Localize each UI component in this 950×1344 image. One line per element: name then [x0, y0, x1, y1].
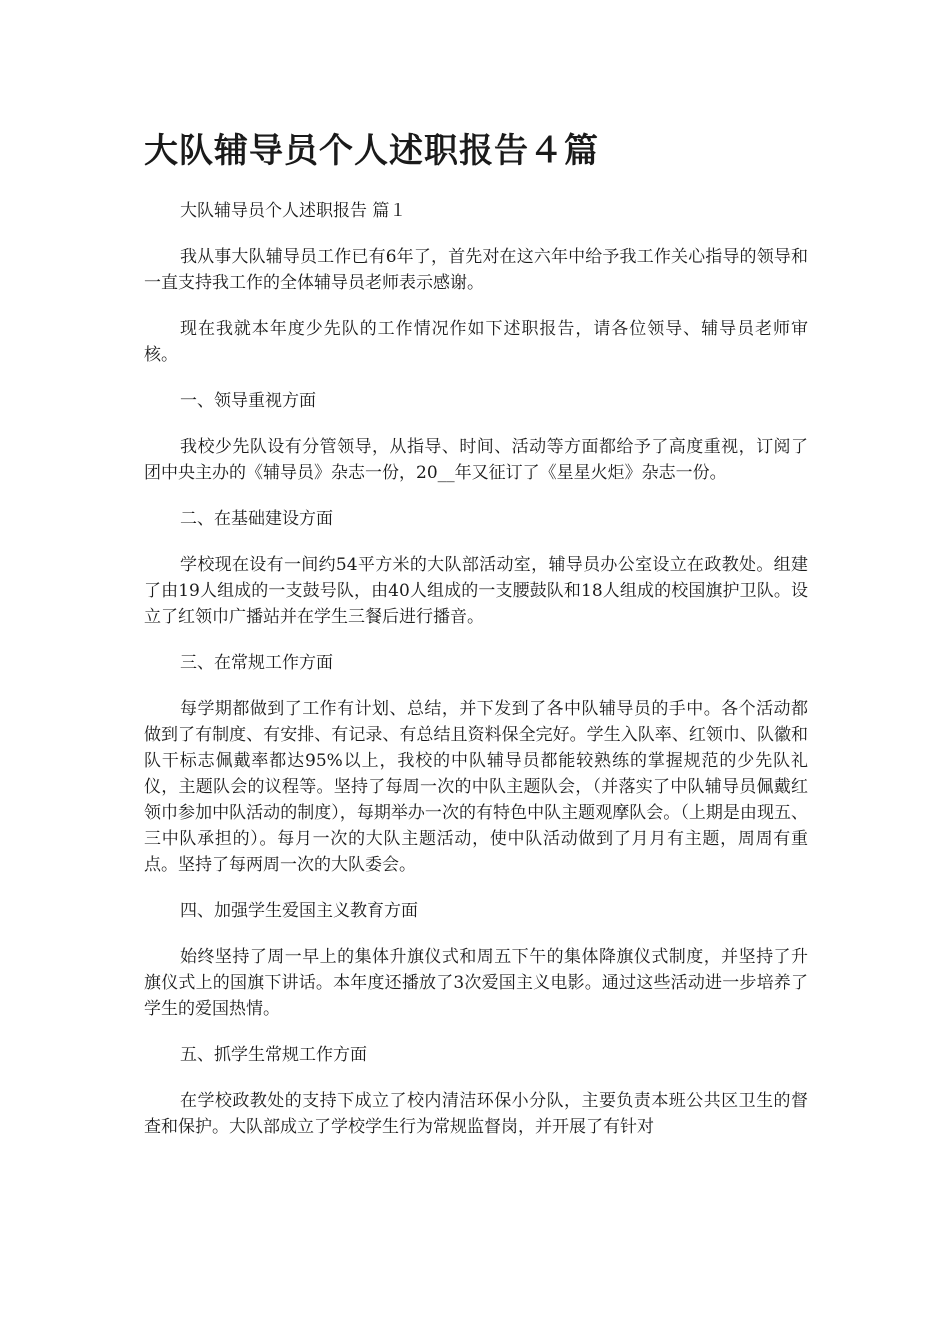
section-heading: 二、在基础建设方面	[180, 509, 333, 529]
document-page	[144, 120, 808, 1160]
body-paragraph: 我校少先队设有分管领导，从指导、时间、活动等方面都给予了高度重视，订阅了团中央主办的《辅导员》杂志一份，20__年又征订了《星星火炬》杂志一份。	[144, 437, 808, 483]
body-paragraph: 始终坚持了周一早上的集体升旗仪式和周五下午的集体降旗仪式制度，并坚持了升旗仪式上的国旗下讲话。本年度还播放了3次爱国主义电影。通过这些活动进一步培养了学生的爱国热情。	[144, 947, 808, 1019]
document-title: 大队辅导员个人述职报告４篇	[144, 131, 599, 171]
section-heading: 四、加强学生爱国主义教育方面	[180, 901, 418, 921]
subtitle-paragraph: 大队辅导员个人述职报告 篇１	[180, 201, 407, 221]
section-heading: 一、领导重视方面	[180, 391, 316, 411]
body-paragraph: 学校现在设有一间约54平方米的大队部活动室，辅导员办公室设立在政教处。组建了由19人组成的一支鼓号队，由40人组成的一支腰鼓队和18人组成的校国旗护卫队。设立了红领巾广播站并在学生三餐后进行播音。	[144, 555, 808, 627]
body-paragraph: 现在我就本年度少先队的工作情况作如下述职报告，请各位领导、辅导员老师审核。	[144, 319, 808, 365]
body-paragraph: 我从事大队辅导员工作已有6年了，首先对在这六年中给予我工作关心指导的领导和一直支持我工作的全体辅导员老师表示感谢。	[144, 247, 808, 293]
section-heading: 五、抓学生常规工作方面	[180, 1045, 367, 1065]
body-paragraph: 在学校政教处的支持下成立了校内清洁环保小分队，主要负责本班公共区卫生的督查和保护。大队部成立了学校学生行为常规监督岗，并开展了有针对	[144, 1091, 808, 1137]
section-heading: 三、在常规工作方面	[180, 653, 333, 673]
body-paragraph: 每学期都做到了工作有计划、总结，并下发到了各中队辅导员的手中。各个活动都做到了有制度、有安排、有记录、有总结且资料保全完好。学生入队率、红领巾、队徽和队干标志佩戴率都达95%以上，我校的中队辅导员都能较熟练的掌握规范的少先队礼仪，主题队会的议程等。坚持了每周一次的中队主题队会，（并落实了中队辅导员佩戴红领巾参加中队活动的制度），每期举办一次的有特色中队主题观摩队会。（上期是由现五、三中队承担的）。每月一次的大队主题活动，使中队活动做到了月月有主题，周周有重点。坚持了每两周一次的大队委会。	[144, 699, 808, 875]
